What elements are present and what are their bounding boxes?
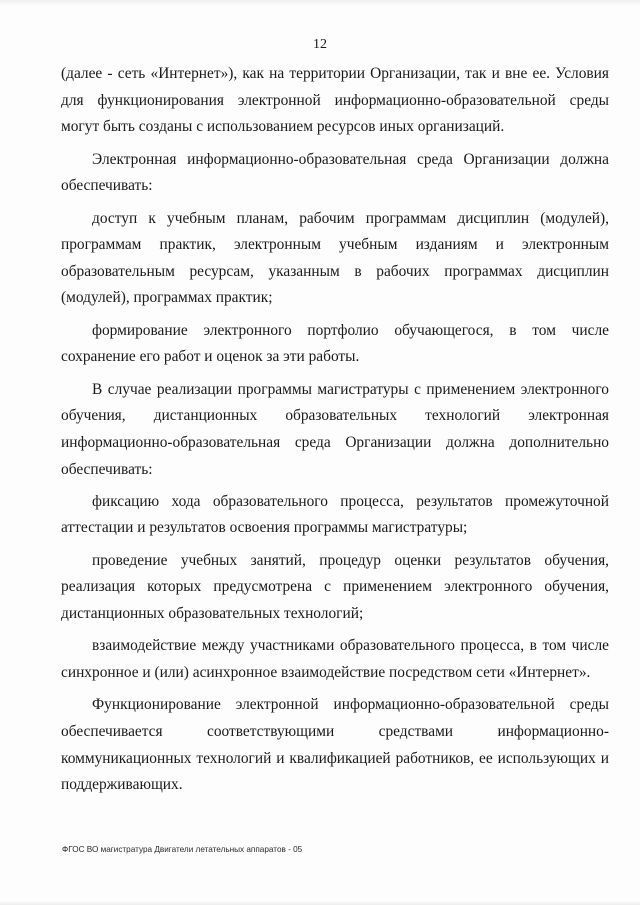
paragraph-conducting-item: проведение учебных занятий, процедур оценки результатов обучения, реализация которых предусмотрена с применением электронного обучения, дистанционных образовательных технологий; bbox=[61, 551, 609, 623]
page-number: 12 bbox=[313, 37, 327, 52]
paragraph-portfolio-item: формирование электронного портфолио обучающегося, в том числе сохранение его работ и оценок за эти работы. bbox=[61, 321, 609, 366]
paragraph-fixation-item: фиксацию хода образовательного процесса, результатов промежуточной аттестации и результатов освоения программы магистратуры; bbox=[61, 492, 609, 537]
paragraph-elearning-case: В случае реализации программы магистратуры с применением электронного обучения, дистанционных образовательных технологий электронная информационно-образовательная среда Организации должна дополнительно обеспечивать: bbox=[61, 380, 609, 478]
document-body bbox=[61, 61, 609, 805]
paragraph-interaction-item: взаимодействие между участниками образовательного процесса, в том числе синхронное и (или) асинхронное взаимодействие посредством сети «Интернет». bbox=[61, 637, 609, 682]
paragraph-continuation: (далее - сеть «Интернет»), как на территории Организации, так и вне ее. Условия для функционирования электронной информационно-образовательной среды могут быть созданы с использованием ресурсов иных организаций. bbox=[61, 65, 609, 136]
paragraph-eios-requirements: Электронная информационно-образовательная среда Организации должна обеспечивать: bbox=[61, 150, 609, 195]
paragraph-access-item: доступ к учебным планам, рабочим программам дисциплин (модулей), программам практик, электронным учебным изданиям и электронным образовательным ресурсам, указанным в рабочих программах дисциплин (модулей), программах практик; bbox=[61, 209, 609, 307]
scan-edge-top bbox=[0, 0, 640, 6]
paragraph-functioning: Функционирование электронной информационно-образовательной среды обеспечивается соответствующими средствами информационно-коммуникационных технологий и квалификацией работников, ее использующих и поддерживающих. bbox=[61, 696, 609, 794]
document-footer: ФГОС ВО магистратура Двигатели летательных аппаратов - 05 bbox=[62, 845, 303, 854]
scan-edge-bottom bbox=[0, 901, 640, 905]
